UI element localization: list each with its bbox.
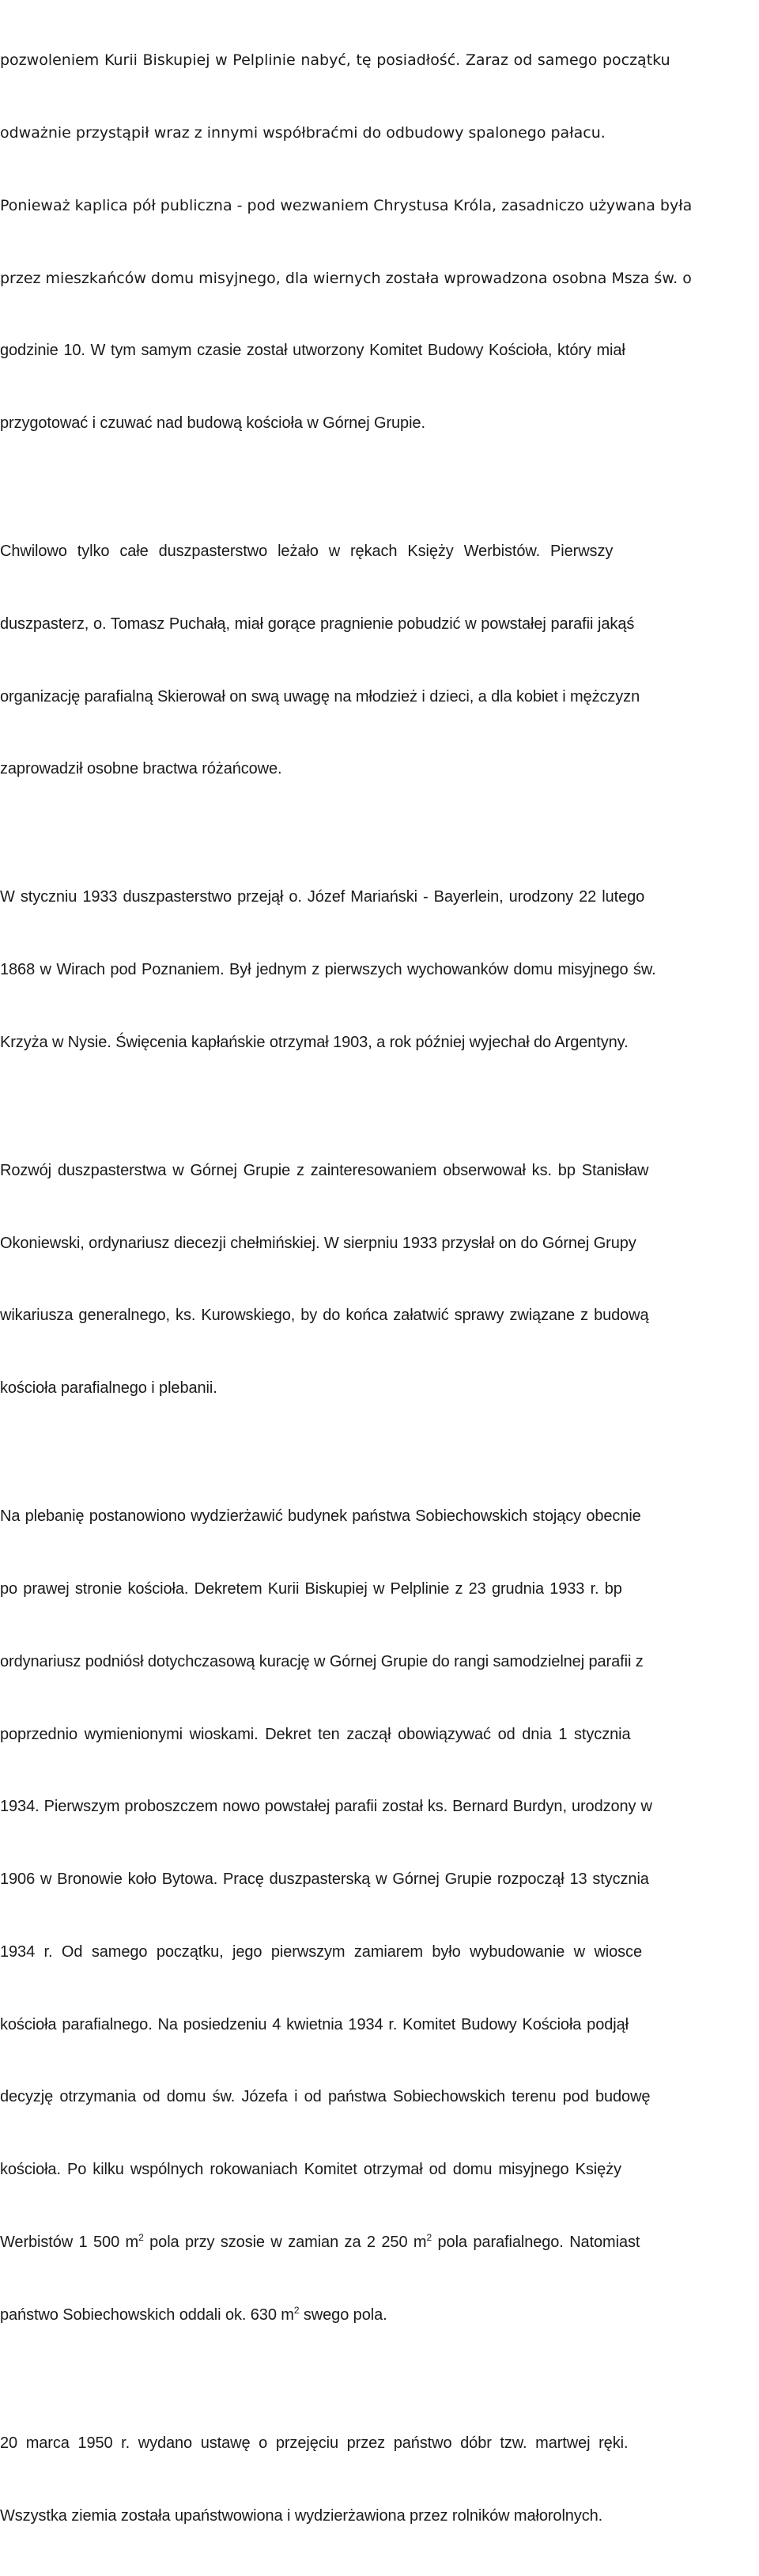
text-line: Krzyża w Nysie. Święcenia kapłańskie otrzymał 1903, a rok później wyjechał do Argentyny. bbox=[0, 1033, 629, 1051]
paragraph-5 bbox=[0, 1456, 759, 2376]
paragraph-3 bbox=[0, 837, 759, 1103]
text-line: kościoła parafialnego i plebanii. bbox=[0, 1379, 217, 1398]
text-segment: pola parafialnego. Natomiast bbox=[432, 2234, 640, 2252]
text-line bbox=[0, 2230, 759, 2255]
text-line: 20 marca 1950 r. wydano ustawę o przejęciu przez państwo dóbr tzw. martwej ręki. bbox=[0, 2434, 629, 2452]
paragraph-1 bbox=[0, 0, 759, 484]
text-segment: swego pola. bbox=[299, 2306, 387, 2324]
text-line: pozwoleniem Kurii Biskupiej w Pelplinie nabyć, tę posiadłość. Zaraz od samego początku bbox=[0, 51, 670, 70]
text-line: duszpasterz, o. Tomasz Puchałą, miał gorące pragnienie pobudzić w powstałej parafii jakąś bbox=[0, 615, 635, 633]
text-line: 1934. Pierwszym proboszczem nowo powstałej parafii został ks. Bernard Burdyn, urodzony w bbox=[0, 1798, 652, 1816]
text-line: Chwilowo tylko całe duszpasterstwo leżało w rękach Księży Werbistów. Pierwszy bbox=[0, 543, 614, 561]
text-line: zaprowadził osobne bractwa różańcowe. bbox=[0, 760, 282, 778]
paragraph-2 bbox=[0, 491, 759, 830]
text-line: 1868 w Wirach pod Poznaniem. Był jednym z pierwszych wychowanków domu misyjnego św. bbox=[0, 961, 656, 979]
text-line: Ponieważ kaplica pół publiczna - pod wezwaniem Chrystusa Króla, zasadniczo używana była bbox=[0, 196, 693, 214]
text-segment: pola przy szosie w zamian za 2 250 m bbox=[143, 2234, 427, 2252]
text-line: wikariusza generalnego, ks. Kurowskiego, by do końca załatwić sprawy związane z budową bbox=[0, 1307, 649, 1325]
text-line bbox=[0, 2303, 759, 2328]
text-line: Okoniewski, ordynariusz diecezji chełmińskiej. W sierpniu 1933 przysłał on do Górnej Grupy bbox=[0, 1234, 636, 1252]
text-line: Wszystka ziemia została upaństwowiona i wydzierżawiona przez rolników małorolnych. bbox=[0, 2506, 603, 2525]
text-segment: państwo Sobiechowskich oddali ok. 630 m bbox=[0, 2306, 294, 2324]
superscript: 2 bbox=[293, 2304, 300, 2316]
text-line: 1934 r. Od samego początku, jego pierwszym zamiarem było wybudowanie w wiosce bbox=[0, 1942, 642, 1961]
text-line: kościoła. Po kilku wspólnych rokowaniach Komitet otrzymał od domu misyjnego Księży bbox=[0, 2161, 621, 2179]
text-line: godzinie 10. W tym samym czasie został utworzony Komitet Budowy Kościoła, który miał bbox=[0, 342, 625, 360]
paragraph-6 bbox=[0, 2383, 759, 2576]
text-segment: Werbistów 1 500 m bbox=[0, 2234, 139, 2252]
paragraph-4 bbox=[0, 1110, 759, 1449]
text-line: organizację parafialną Skierował on swą uwagę na młodzież i dzieci, a dla kobiet i mężczyzn bbox=[0, 687, 640, 705]
text-line: po prawej stronie kościoła. Dekretem Kurii Biskupiej w Pelplinie z 23 grudnia 1933 r. bp bbox=[0, 1580, 622, 1598]
text-line: odważnie przystąpił wraz z innymi współbraćmi do odbudowy spalonego pałacu. bbox=[0, 123, 606, 142]
text-line: Na plebanię postanowiono wydzierżawić budynek państwa Sobiechowskich stojący obecnie bbox=[0, 1507, 641, 1526]
text-line: 1906 w Bronowie koło Bytowa. Pracę duszpasterską w Górnej Grupie rozpoczął 13 stycznia bbox=[0, 1871, 649, 1889]
text-line: kościoła parafialnego. Na posiedzeniu 4 kwietnia 1934 r. Komitet Budowy Kościoła podjął bbox=[0, 2015, 629, 2033]
superscript: 2 bbox=[426, 2232, 432, 2244]
text-line: przez mieszkańców domu misyjnego, dla wiernych została wprowadzona osobna Msza św. o bbox=[0, 269, 692, 287]
text-line: przygotować i czuwać nad budową kościoła w Górnej Grupie. bbox=[0, 414, 425, 433]
text-line: poprzednio wymienionymi wioskami. Dekret ten zaczął obowiązywać od dnia 1 stycznia bbox=[0, 1725, 631, 1743]
text-line: ordynariusz podniósł dotychczasową kurację w Górnej Grupie do rangi samodzielnej parafii z bbox=[0, 1652, 644, 1670]
text-line: W styczniu 1933 duszpasterstwo przejął o. Józef Mariański - Bayerlein, urodzony 22 lutego bbox=[0, 888, 645, 906]
text-line: Rozwój duszpasterstwa w Górnej Grupie z zainteresowaniem obserwował ks. bp Stanisław bbox=[0, 1161, 649, 1179]
text-line: decyzję otrzymania od domu św. Józefa i od państwa Sobiechowskich terenu pod budowę bbox=[0, 2088, 651, 2106]
superscript: 2 bbox=[138, 2232, 144, 2244]
